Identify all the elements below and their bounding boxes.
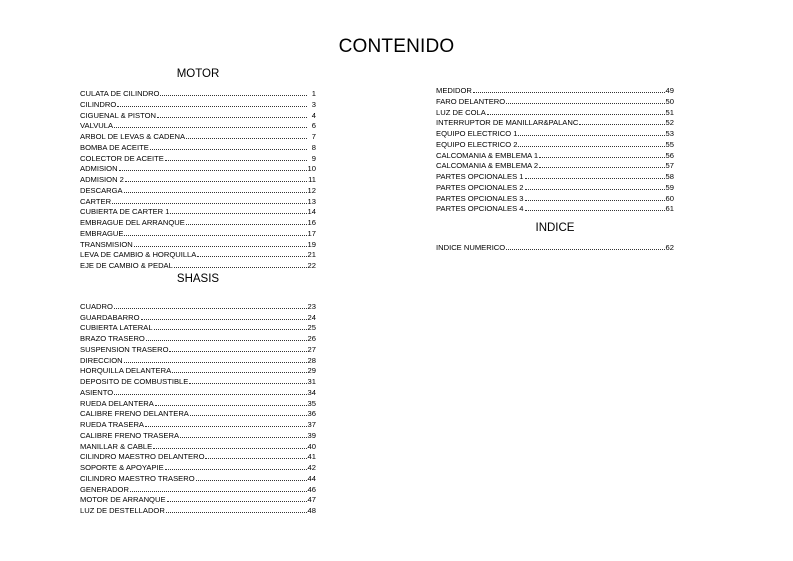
toc-entry-label: CIGUENAL & PISTON bbox=[80, 110, 156, 120]
toc-dot-leader bbox=[155, 398, 307, 406]
toc-dot-leader bbox=[539, 160, 664, 168]
toc-entry-label: DESCARGA bbox=[80, 185, 123, 195]
toc-entry[interactable] bbox=[436, 107, 674, 118]
toc-entry-label: GUARDABARRO bbox=[80, 312, 140, 322]
toc-entry-label: CUBIERTA DE CARTER 1 bbox=[80, 207, 170, 217]
toc-entry[interactable] bbox=[80, 163, 316, 174]
toc-entry[interactable] bbox=[80, 174, 316, 185]
toc-entry[interactable] bbox=[80, 153, 316, 164]
toc-entry-page: 31 bbox=[307, 377, 316, 386]
toc-entry[interactable] bbox=[80, 185, 316, 196]
toc-entry-label: DIRECCION bbox=[80, 355, 123, 365]
toc-entry-page: 35 bbox=[307, 398, 316, 408]
toc-entry-page: 36 bbox=[307, 409, 316, 419]
toc-dot-leader bbox=[487, 107, 665, 115]
toc-entry-page: 49 bbox=[665, 86, 674, 95]
toc-dot-leader bbox=[117, 99, 307, 107]
toc-dot-leader bbox=[124, 355, 307, 363]
toc-entry[interactable] bbox=[80, 462, 316, 473]
toc-entry-label: MOTOR DE ARRANQUE bbox=[80, 495, 166, 505]
toc-dot-leader bbox=[134, 239, 307, 247]
toc-entry-page: 60 bbox=[665, 193, 674, 203]
toc-dot-leader bbox=[473, 85, 665, 93]
toc-dot-leader bbox=[114, 301, 307, 309]
toc-list-shasis bbox=[80, 301, 316, 516]
toc-entry[interactable] bbox=[80, 88, 316, 99]
toc-dot-leader bbox=[518, 139, 664, 147]
toc-entry-page: 62 bbox=[665, 243, 674, 252]
toc-entry-page: 16 bbox=[307, 218, 316, 227]
toc-entry-page: 61 bbox=[665, 204, 674, 214]
toc-entry-page: 56 bbox=[665, 150, 674, 160]
toc-entry-page: 51 bbox=[665, 107, 674, 117]
toc-entry-page: 26 bbox=[307, 334, 316, 343]
toc-entry[interactable] bbox=[80, 99, 316, 110]
toc-entry[interactable] bbox=[80, 365, 316, 376]
toc-entry[interactable] bbox=[80, 398, 316, 409]
toc-dot-leader bbox=[186, 131, 307, 139]
toc-entry-page: 47 bbox=[307, 495, 316, 505]
toc-entry-label: SUSPENSION TRASERO bbox=[80, 344, 169, 354]
toc-entry-label: PARTES OPCIONALES 3 bbox=[436, 193, 524, 203]
toc-entry-page: 44 bbox=[307, 473, 316, 483]
toc-entry[interactable] bbox=[80, 312, 316, 323]
toc-dot-leader bbox=[169, 344, 306, 352]
toc-entry-label: COLECTOR DE ACEITE bbox=[80, 153, 164, 163]
toc-entry[interactable] bbox=[80, 131, 316, 142]
toc-entry-label: BOMBA DE ACEITE bbox=[80, 142, 149, 152]
toc-dot-leader bbox=[141, 312, 307, 320]
toc-dot-leader bbox=[167, 494, 307, 502]
section-heading-shasis: SHASIS bbox=[176, 272, 220, 285]
toc-dot-leader bbox=[114, 387, 306, 395]
toc-entry[interactable] bbox=[80, 239, 316, 250]
toc-entry-page: 34 bbox=[307, 387, 316, 397]
toc-dot-leader bbox=[165, 462, 307, 470]
toc-entry[interactable] bbox=[80, 484, 316, 495]
toc-entry-label: PARTES OPCIONALES 1 bbox=[436, 172, 524, 181]
toc-entry[interactable] bbox=[80, 505, 316, 516]
toc-entry-page: 14 bbox=[307, 207, 316, 217]
toc-entry-page: 7 bbox=[311, 132, 316, 141]
toc-entry[interactable] bbox=[436, 150, 674, 161]
toc-entry-label: CILINDRO bbox=[80, 99, 117, 109]
toc-entry[interactable] bbox=[80, 301, 316, 312]
toc-entry-page: 22 bbox=[307, 261, 316, 270]
toc-dot-leader bbox=[145, 419, 307, 427]
toc-dot-leader bbox=[150, 142, 307, 150]
toc-right-column bbox=[436, 85, 674, 253]
section-heading-indice: INDICE bbox=[535, 222, 575, 234]
toc-entry-page: 48 bbox=[307, 506, 316, 515]
toc-entry-label: EQUIPO ELECTRICO 2 bbox=[436, 139, 518, 149]
toc-entry-label: LUZ DE COLA bbox=[436, 107, 486, 117]
toc-entry-label: LEVA DE CAMBIO & HORQUILLA bbox=[80, 250, 197, 260]
toc-entry-label: BRAZO TRASERO bbox=[80, 334, 145, 343]
toc-entry[interactable] bbox=[80, 473, 316, 484]
toc-dot-leader bbox=[112, 196, 306, 204]
toc-entry-label: CALCOMANIA & EMBLEMA 2 bbox=[436, 161, 539, 171]
toc-entry-page: 21 bbox=[307, 250, 316, 260]
toc-dot-leader bbox=[180, 430, 307, 438]
toc-entry-label: CUBIERTA LATERAL bbox=[80, 323, 153, 333]
toc-entry-page: 58 bbox=[665, 172, 674, 181]
toc-entry[interactable] bbox=[80, 419, 316, 430]
toc-dot-leader bbox=[506, 96, 664, 104]
toc-dot-leader bbox=[525, 171, 665, 179]
page-title: CONTENIDO bbox=[338, 36, 455, 57]
toc-left-column bbox=[80, 66, 316, 516]
toc-entry-page: 59 bbox=[665, 182, 674, 192]
toc-entry-label: CULATA DE CILINDRO bbox=[80, 89, 160, 98]
toc-entry-label: INDICE NUMERICO bbox=[436, 243, 506, 252]
toc-entry-label: EMBRAGUE bbox=[80, 228, 124, 238]
toc-dot-leader bbox=[518, 128, 664, 136]
toc-entry[interactable] bbox=[436, 85, 674, 96]
toc-entry-label: CUADRO bbox=[80, 301, 113, 311]
toc-entry-page: 4 bbox=[311, 110, 316, 120]
toc-entry[interactable] bbox=[80, 120, 316, 131]
toc-entry[interactable] bbox=[436, 117, 674, 128]
toc-dot-leader bbox=[153, 441, 306, 449]
toc-entry-label: DEPOSITO DE COMBUSTIBLE bbox=[80, 377, 189, 386]
toc-entry[interactable] bbox=[80, 260, 316, 271]
toc-dot-leader bbox=[189, 376, 306, 384]
toc-entry-page: 24 bbox=[307, 312, 316, 322]
toc-entry-label: ARBOL DE LEVAS & CADENA bbox=[80, 132, 186, 141]
toc-entry[interactable] bbox=[80, 494, 316, 505]
toc-entry[interactable] bbox=[80, 206, 316, 217]
toc-entry-page: 41 bbox=[307, 452, 316, 462]
toc-entry[interactable] bbox=[80, 217, 316, 228]
toc-entry-page: 9 bbox=[311, 153, 316, 163]
toc-entry-page: 1 bbox=[311, 89, 316, 98]
toc-entry-label: VALVULA bbox=[80, 121, 114, 131]
toc-dot-leader bbox=[579, 117, 664, 125]
toc-dot-leader bbox=[124, 228, 306, 236]
toc-entry[interactable] bbox=[80, 196, 316, 207]
toc-dot-leader bbox=[190, 408, 307, 416]
toc-entry-page: 46 bbox=[307, 484, 316, 494]
toc-entry[interactable] bbox=[80, 355, 316, 366]
toc-dot-leader bbox=[196, 473, 307, 481]
toc-dot-leader bbox=[146, 333, 307, 341]
toc-entry-label: ADMISION bbox=[80, 164, 118, 174]
toc-entry[interactable] bbox=[80, 110, 316, 121]
toc-dot-leader bbox=[172, 365, 306, 373]
toc-dot-leader bbox=[197, 249, 306, 257]
toc-entry-label: ASIENTO bbox=[80, 387, 114, 397]
toc-entry[interactable] bbox=[436, 182, 674, 193]
toc-dot-leader bbox=[165, 153, 307, 161]
toc-list-motor bbox=[80, 88, 316, 271]
toc-entry[interactable] bbox=[436, 160, 674, 171]
toc-list-indice bbox=[436, 242, 674, 253]
toc-entry-page: 12 bbox=[307, 185, 316, 195]
toc-entry[interactable] bbox=[436, 171, 674, 182]
toc-entry-label: PARTES OPCIONALES 2 bbox=[436, 182, 524, 192]
toc-entry-label: EMBRAGUE DEL ARRANQUE bbox=[80, 218, 185, 227]
toc-entry[interactable] bbox=[80, 249, 316, 260]
toc-dot-leader bbox=[525, 193, 665, 201]
toc-entry-label: TRANSMISION bbox=[80, 239, 133, 249]
toc-dot-leader bbox=[166, 505, 307, 513]
toc-entry-page: 11 bbox=[308, 175, 316, 184]
toc-entry-page: 28 bbox=[307, 355, 316, 365]
toc-entry-page: 27 bbox=[307, 344, 316, 354]
toc-entry-label: CILINDRO MAESTRO DELANTERO bbox=[80, 452, 205, 462]
toc-dot-leader bbox=[130, 484, 307, 492]
toc-dot-leader bbox=[174, 260, 307, 268]
toc-dot-leader bbox=[157, 110, 307, 118]
toc-entry[interactable] bbox=[80, 333, 316, 344]
toc-entry[interactable] bbox=[436, 96, 674, 107]
toc-entry[interactable] bbox=[80, 441, 316, 452]
toc-entry-label: LUZ DE DESTELLADOR bbox=[80, 506, 165, 515]
toc-entry-label: CALIBRE FRENO DELANTERA bbox=[80, 409, 189, 419]
toc-entry-label: PARTES OPCIONALES 4 bbox=[436, 204, 524, 214]
toc-entry-page: 42 bbox=[307, 463, 316, 472]
toc-entry[interactable] bbox=[80, 387, 316, 398]
toc-entry-label: RUEDA DELANTERA bbox=[80, 398, 154, 408]
toc-dot-leader bbox=[119, 163, 307, 171]
toc-entry-page: 55 bbox=[665, 139, 674, 149]
toc-entry-page: 57 bbox=[665, 161, 674, 171]
toc-entry[interactable] bbox=[436, 139, 674, 150]
toc-entry[interactable] bbox=[80, 376, 316, 387]
toc-entry[interactable] bbox=[80, 408, 316, 419]
toc-entry[interactable] bbox=[436, 128, 674, 139]
toc-entry-page: 10 bbox=[307, 164, 316, 174]
toc-entry[interactable] bbox=[80, 344, 316, 355]
toc-entry-page: 50 bbox=[665, 96, 674, 106]
toc-entry-page: 6 bbox=[311, 121, 316, 131]
toc-entry-label: CALCOMANIA & EMBLEMA 1 bbox=[436, 150, 539, 160]
toc-dot-leader bbox=[124, 185, 307, 193]
toc-entry[interactable] bbox=[436, 203, 674, 214]
toc-entry-label: HORQUILLA DELANTERA bbox=[80, 366, 172, 376]
toc-dot-leader bbox=[125, 174, 307, 182]
toc-entry-page: 13 bbox=[307, 196, 316, 206]
toc-entry-label: CILINDRO MAESTRO TRASERO bbox=[80, 473, 195, 483]
toc-dot-leader bbox=[114, 120, 307, 128]
toc-dot-leader bbox=[525, 182, 665, 190]
toc-entry-page: 29 bbox=[307, 366, 316, 376]
toc-entry-label: MEDIDOR bbox=[436, 86, 472, 95]
toc-entry[interactable] bbox=[80, 430, 316, 441]
toc-entry-page: 17 bbox=[307, 228, 316, 238]
toc-list-electrico bbox=[436, 85, 674, 214]
toc-dot-leader bbox=[170, 206, 306, 214]
toc-dot-leader bbox=[205, 451, 306, 459]
toc-entry-label: CARTER bbox=[80, 196, 112, 206]
toc-entry-label: CALIBRE FRENO TRASERA bbox=[80, 430, 180, 440]
toc-entry-label: EQUIPO ELECTRICO 1 bbox=[436, 129, 518, 138]
section-heading-motor: MOTOR bbox=[176, 68, 220, 80]
toc-entry-label: MANILLAR & CABLE bbox=[80, 441, 153, 451]
toc-dot-leader bbox=[186, 217, 307, 225]
toc-dot-leader bbox=[160, 88, 307, 96]
toc-entry-label: ADMISION 2 bbox=[80, 175, 124, 184]
toc-entry-label: INTERRUPTOR DE MANILLAR&PALANC bbox=[436, 118, 579, 128]
toc-dot-leader bbox=[539, 150, 664, 158]
toc-dot-leader bbox=[506, 242, 664, 250]
toc-dot-leader bbox=[525, 203, 665, 211]
toc-entry-label: EJE DE CAMBIO & PEDAL bbox=[80, 261, 173, 270]
toc-entry-label: FARO DELANTERO bbox=[436, 96, 506, 106]
toc-entry-label: GENERADOR bbox=[80, 484, 129, 494]
toc-entry-page: 53 bbox=[665, 129, 674, 138]
toc-entry-page: 37 bbox=[307, 420, 316, 429]
toc-entry-page: 40 bbox=[307, 441, 316, 451]
toc-entry[interactable] bbox=[80, 451, 316, 462]
toc-entry-page: 39 bbox=[307, 430, 316, 440]
toc-entry-page: 25 bbox=[307, 323, 316, 333]
toc-entry-page: 19 bbox=[307, 239, 316, 249]
toc-entry-label: SOPORTE & APOYAPIE bbox=[80, 463, 164, 472]
toc-entry-page: 23 bbox=[307, 301, 316, 311]
toc-entry-page: 52 bbox=[665, 118, 674, 128]
toc-entry-page: 3 bbox=[311, 99, 316, 109]
toc-entry[interactable] bbox=[80, 142, 316, 153]
toc-entry[interactable] bbox=[80, 322, 316, 333]
toc-entry[interactable] bbox=[436, 193, 674, 204]
toc-entry-page: 8 bbox=[311, 142, 316, 152]
toc-dot-leader bbox=[154, 322, 307, 330]
toc-entry-label: RUEDA TRASERA bbox=[80, 420, 145, 429]
toc-entry[interactable] bbox=[436, 242, 674, 253]
toc-entry[interactable] bbox=[80, 228, 316, 239]
